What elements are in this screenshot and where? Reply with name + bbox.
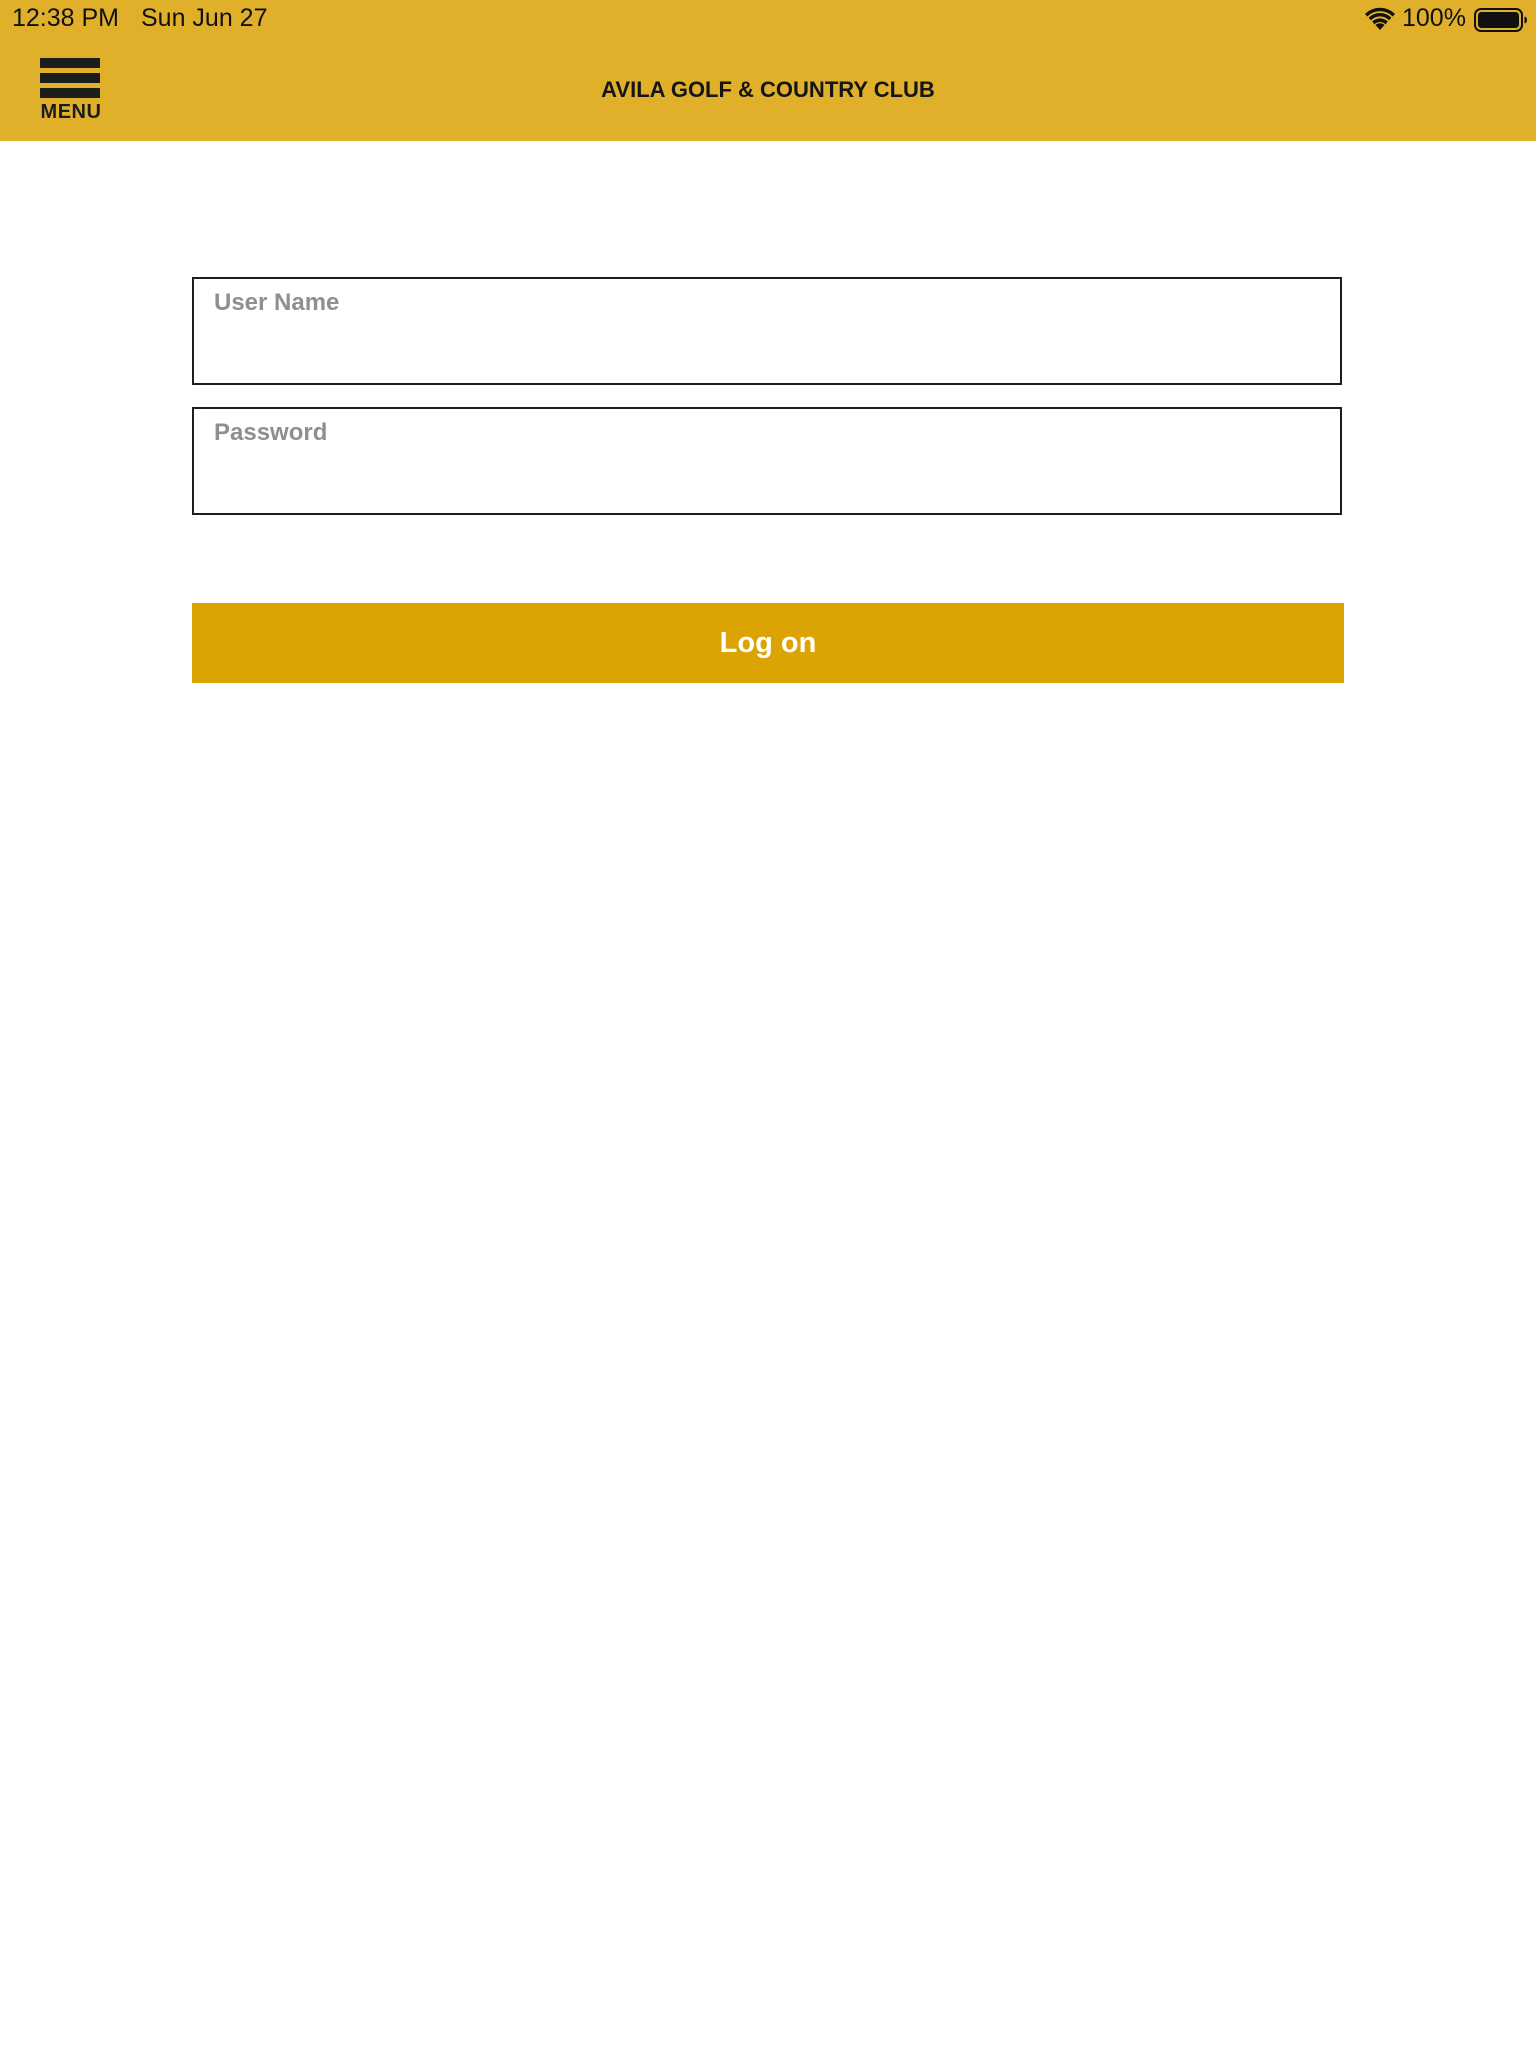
username-placeholder: User Name [214, 289, 340, 316]
battery-percent: 100% [1402, 4, 1466, 32]
menu-label: MENU [40, 101, 102, 123]
username-field[interactable] [192, 277, 1342, 385]
password-input[interactable] [194, 409, 1340, 513]
battery-full-icon [1474, 8, 1528, 32]
password-field[interactable] [192, 407, 1342, 515]
password-placeholder: Password [214, 419, 328, 446]
username-input[interactable] [194, 279, 1340, 383]
wifi-icon [1365, 7, 1395, 31]
status-time: 12:38 PM [12, 4, 120, 32]
log-on-button[interactable]: Log on [192, 603, 1344, 683]
status-date: Sun Jun 27 [141, 4, 268, 32]
top-bar [0, 0, 1536, 141]
page-title: AVILA GOLF & COUNTRY CLUB [601, 77, 935, 102]
